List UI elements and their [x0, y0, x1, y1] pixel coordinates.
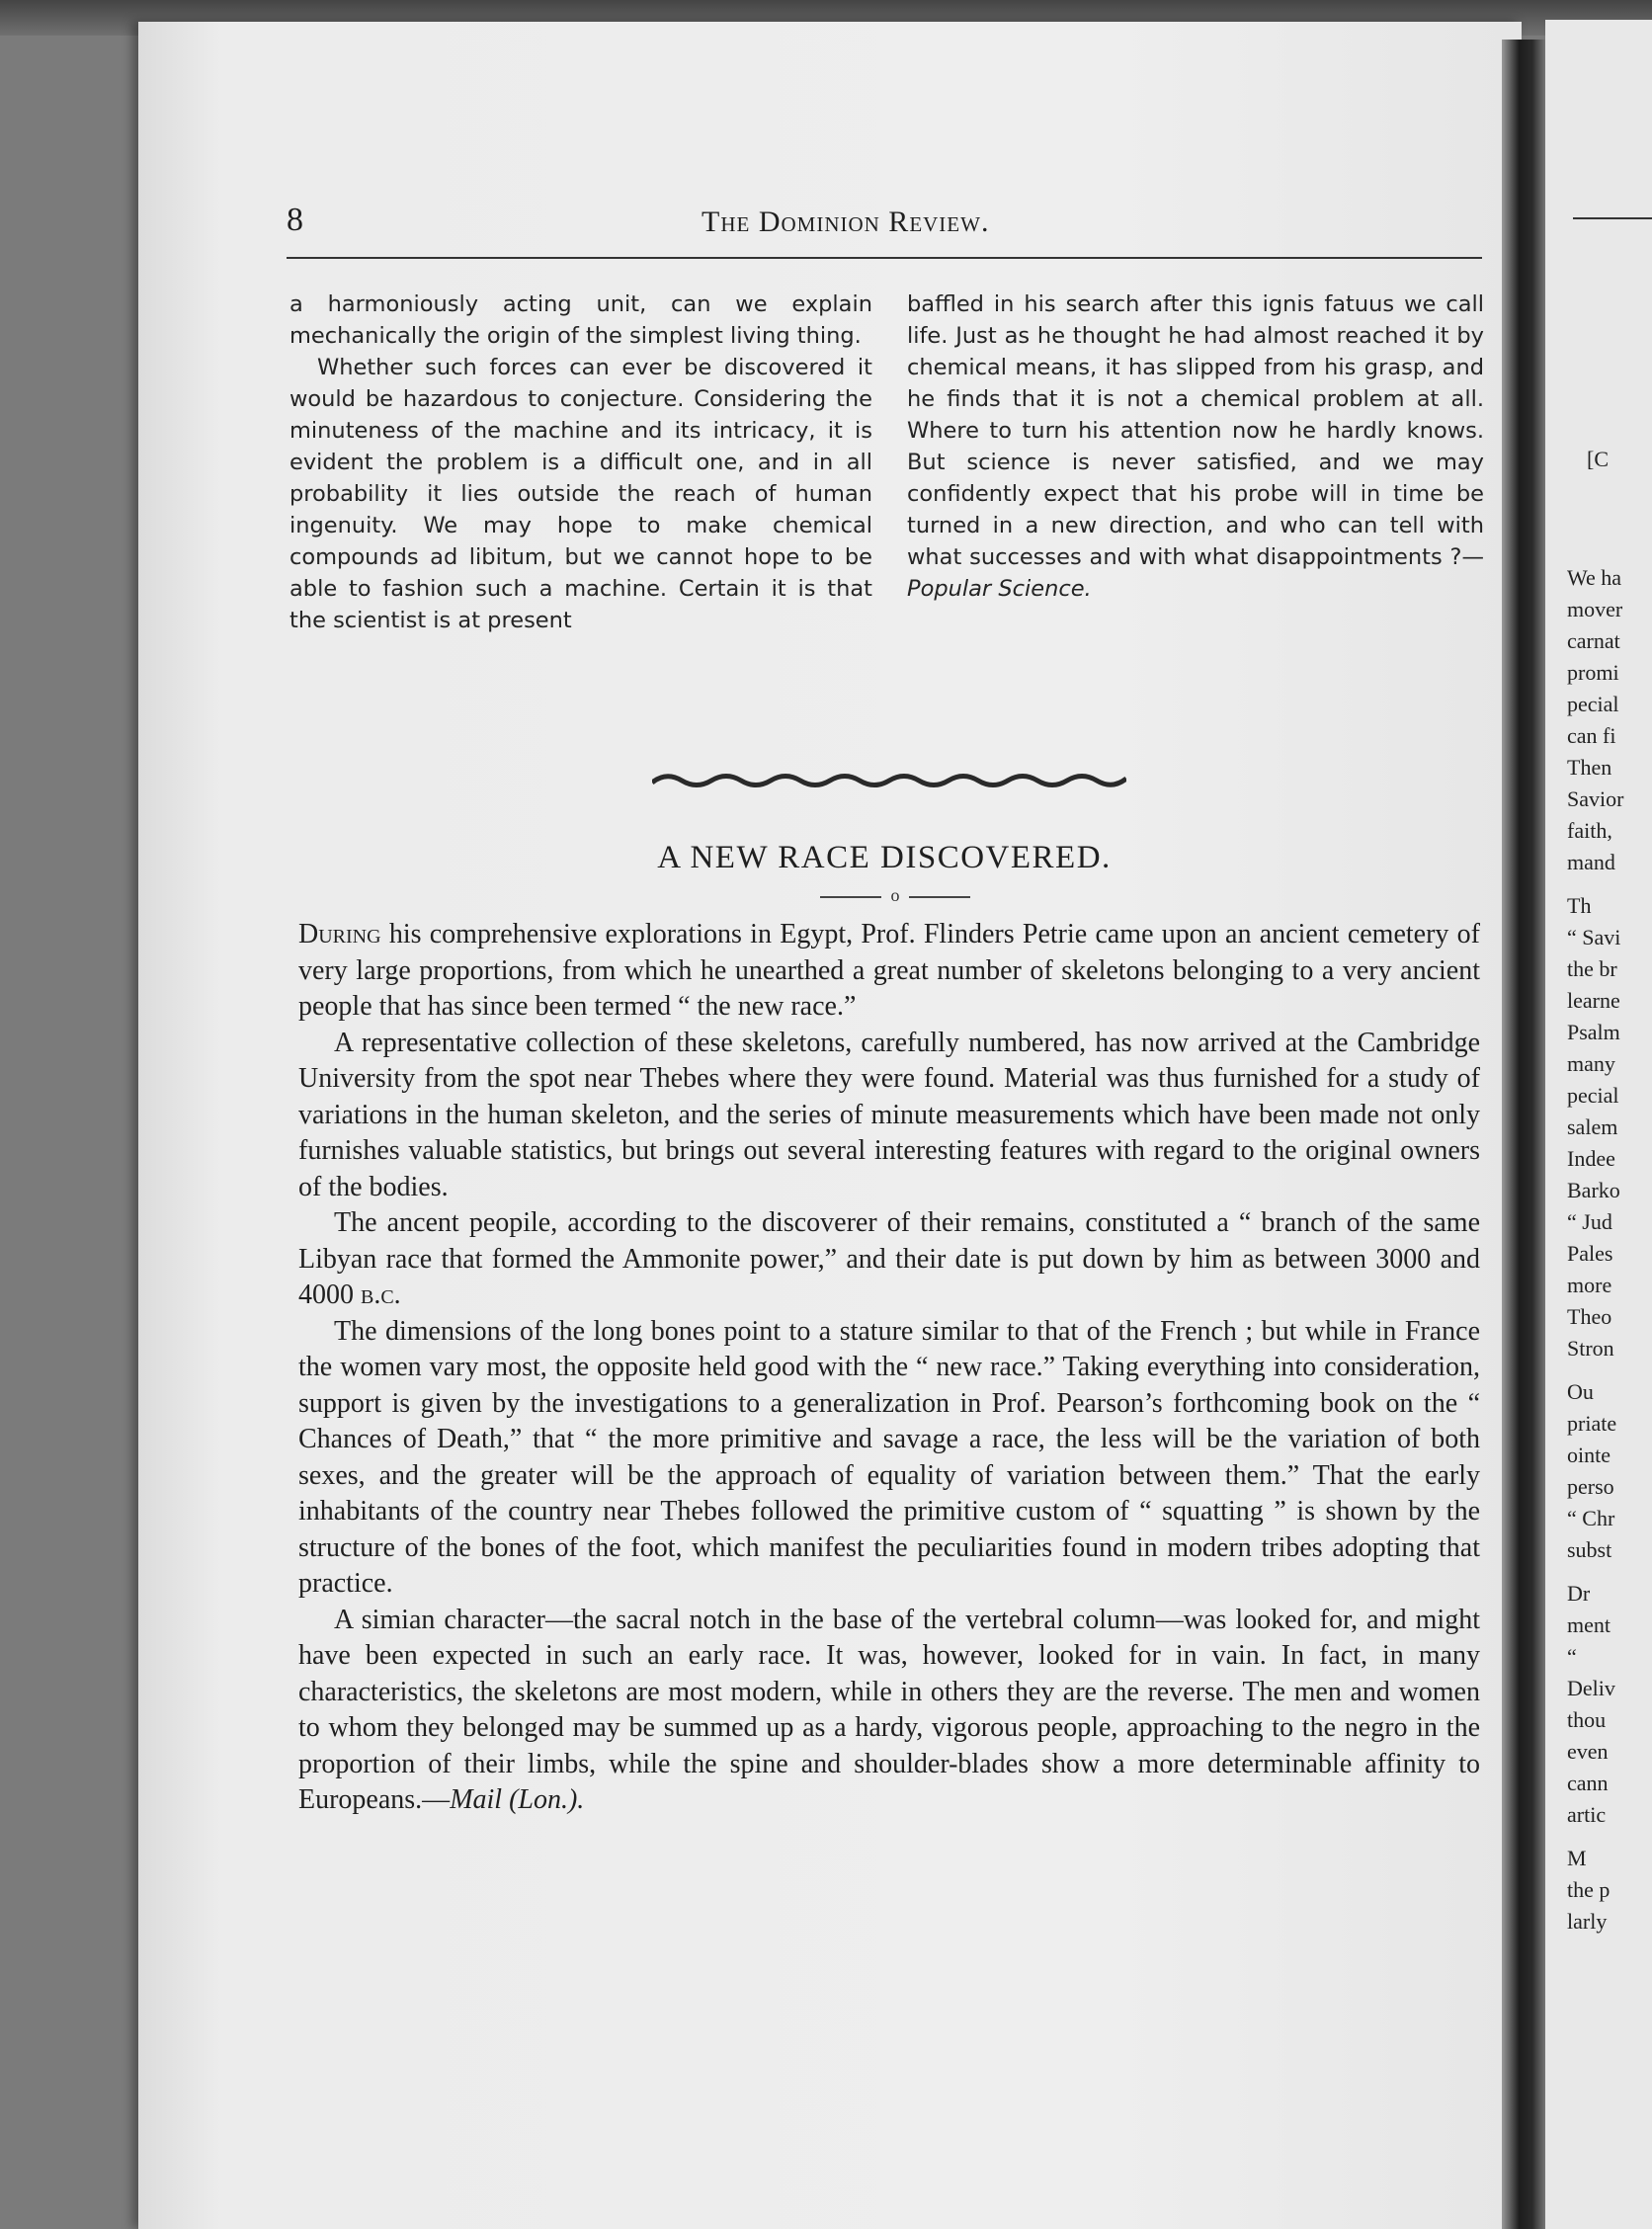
article-title: A NEW RACE DISCOVERED.	[657, 840, 1112, 875]
facing-page-line: “	[1567, 1644, 1577, 1669]
facing-page-line: Th	[1567, 893, 1592, 918]
left-column-paragraph: a harmoniously acting unit, can we explain mechanically the origin of the simplest living thing.	[289, 291, 872, 349]
wavy-divider-ornament	[652, 767, 1126, 794]
facing-page-line: subst	[1567, 1537, 1612, 1562]
facing-page-line: carnat	[1567, 628, 1620, 653]
facing-page	[1545, 20, 1652, 2229]
facing-page-line: learne	[1567, 988, 1620, 1013]
article-source: Mail (Lon.).	[450, 1784, 585, 1815]
facing-page-line: Then	[1567, 755, 1612, 780]
facing-page-line: promi	[1567, 660, 1619, 685]
previous-article-right-column	[907, 289, 1484, 605]
facing-page-line: “ Savi	[1567, 925, 1621, 949]
facing-page-line: pecial	[1567, 692, 1619, 716]
running-title: The Dominion Review.	[702, 206, 990, 238]
facing-page-header-rule	[1573, 217, 1652, 219]
paragraph-text: his comprehensive explorations in Egypt, Prof. Flinders Petrie came upon an ancient cemetery of very large proportions, from which he unearthed a great number of skeletons belonging to a very ancient people that has since been termed “ the new race.”	[298, 919, 1480, 1022]
dropcap-word: During	[298, 919, 381, 949]
article-body	[298, 917, 1480, 1819]
right-column-paragraph	[907, 289, 1484, 605]
facing-page-line: ointe	[1567, 1443, 1611, 1467]
facing-page-line: Deliv	[1567, 1676, 1615, 1700]
article-paragraph	[298, 917, 1480, 1026]
facing-page-line: We ha	[1567, 565, 1622, 590]
paragraph-text: A simian character—the sacral notch in the base of the vertebral column—was looked for, and might have been expected in such an early race. It was, however, looked for in vain. In fact, in many characteristics, the skeletons are most modern, while in others they are the reverse. The men and women to whom they belonged may be summed up as a hardy, vigorous people, approaching to the negro in the proportion of their limbs, while the spine and shoulder-blades show a more determinable affinity to Europeans.—	[298, 1604, 1480, 1815]
previous-article-left-column	[289, 289, 872, 636]
facing-page-line: faith,	[1567, 818, 1612, 843]
facing-page-line: thou	[1567, 1707, 1607, 1732]
facing-page-line: Indee	[1567, 1146, 1615, 1171]
facing-page-line: more	[1567, 1273, 1612, 1297]
facing-page-line: even	[1567, 1739, 1609, 1764]
facing-page-line: many	[1567, 1051, 1615, 1076]
facing-page-line: pecial	[1567, 1083, 1619, 1108]
facing-page-line: [C	[1587, 447, 1609, 471]
facing-page-line: the p	[1567, 1877, 1611, 1902]
right-column-text: baffled in his search after this ignis fatuus we call life. Just as he thought he had almost reached it by chemical means, it has slipped from his grasp, and he finds that it is not a chemical problem at all. Where to turn his attention now he hardly knows. But science is never satisfied, and we may confidently expect that his probe will in time be turned in a new direction, and who can tell with what successes and with what disappointments ?—	[907, 291, 1484, 570]
left-column-paragraph: Whether such forces can ever be discovered it would be hazardous to conjecture. Considering the minuteness of the machine and its intricacy, it is evident the problem is a difficult one, and in all probability it lies outside the reach of human ingenuity. We may hope to make chemical compounds ad libitum, but we cannot hope to be able to fashion such a machine. Certain it is that the scientist is at present	[289, 355, 872, 633]
facing-page-line: salem	[1567, 1114, 1618, 1139]
facing-page-line: cann	[1567, 1771, 1609, 1795]
facing-page-line: mover	[1567, 597, 1623, 621]
facing-page-line: “ Chr	[1567, 1506, 1615, 1530]
paragraph-text: The ancent peopile, according to the discoverer of their remains, constituted a “ branch of the same Libyan race that formed the Ammonite power,” and their date is put down by him as between 3000 and 4000	[298, 1207, 1480, 1310]
facing-page-line: “ Jud	[1567, 1209, 1612, 1234]
facing-page-line: M	[1567, 1846, 1587, 1870]
facing-page-line: Barko	[1567, 1178, 1620, 1202]
title-divider: o	[820, 885, 970, 905]
facing-page-line: Psalm	[1567, 1020, 1620, 1044]
facing-page-line: Pales	[1567, 1241, 1613, 1266]
book-gutter	[1502, 40, 1545, 2229]
facing-page-line: Savior	[1567, 786, 1624, 811]
article-paragraph: A representative collection of these skeletons, carefully numbered, has now arrived at the Cambridge University from the spot near Thebes where they were found. Material was thus furnished for a study of variations in the human skeleton, and the series of minute measurements which have been made not only furnishes valuable statistics, but brings out several interesting features with regard to the original owners of the bodies.	[298, 1027, 1480, 1202]
article-paragraph: The dimensions of the long bones point to a stature similar to that of the French ; but while in France the women vary most, the opposite held good with the “ new race.” Taking everything into consideration, support is given by the investigations to a generalization in Prof. Pearson’s forthcoming book on the “ Chances of Death,” that “ the more primitive and savage a race, the less will be the variation of both sexes, and the greater will be the approach of equality of variation between them.” That the early inhabitants of the country near Thebes followed the primitive custom of “ squatting ” is shown by the structure of the bones of the foot, which manifest the peculiarities found in modern tribes adopting that practice.	[298, 1315, 1480, 1599]
facing-page-line: perso	[1567, 1474, 1614, 1499]
era-abbreviation: b.c.	[361, 1280, 401, 1310]
previous-article-source: Popular Science.	[907, 576, 1092, 602]
facing-page-line: Dr	[1567, 1581, 1591, 1606]
facing-page-line: ment	[1567, 1612, 1611, 1637]
article-paragraph	[298, 1603, 1480, 1819]
facing-page-line: artic	[1567, 1802, 1607, 1827]
article-paragraph	[298, 1205, 1480, 1314]
page-number: 8	[287, 202, 303, 238]
facing-page-line: Theo	[1567, 1304, 1612, 1329]
facing-page-line: priate	[1567, 1411, 1617, 1436]
page-header	[287, 198, 1482, 259]
facing-page-line: can fi	[1567, 723, 1616, 748]
facing-page-line: Stron	[1567, 1336, 1614, 1361]
facing-page-line: mand	[1567, 850, 1615, 874]
facing-page-line: Ou	[1567, 1379, 1594, 1404]
facing-page-line: the br	[1567, 956, 1617, 981]
facing-page-line: larly	[1567, 1909, 1608, 1934]
